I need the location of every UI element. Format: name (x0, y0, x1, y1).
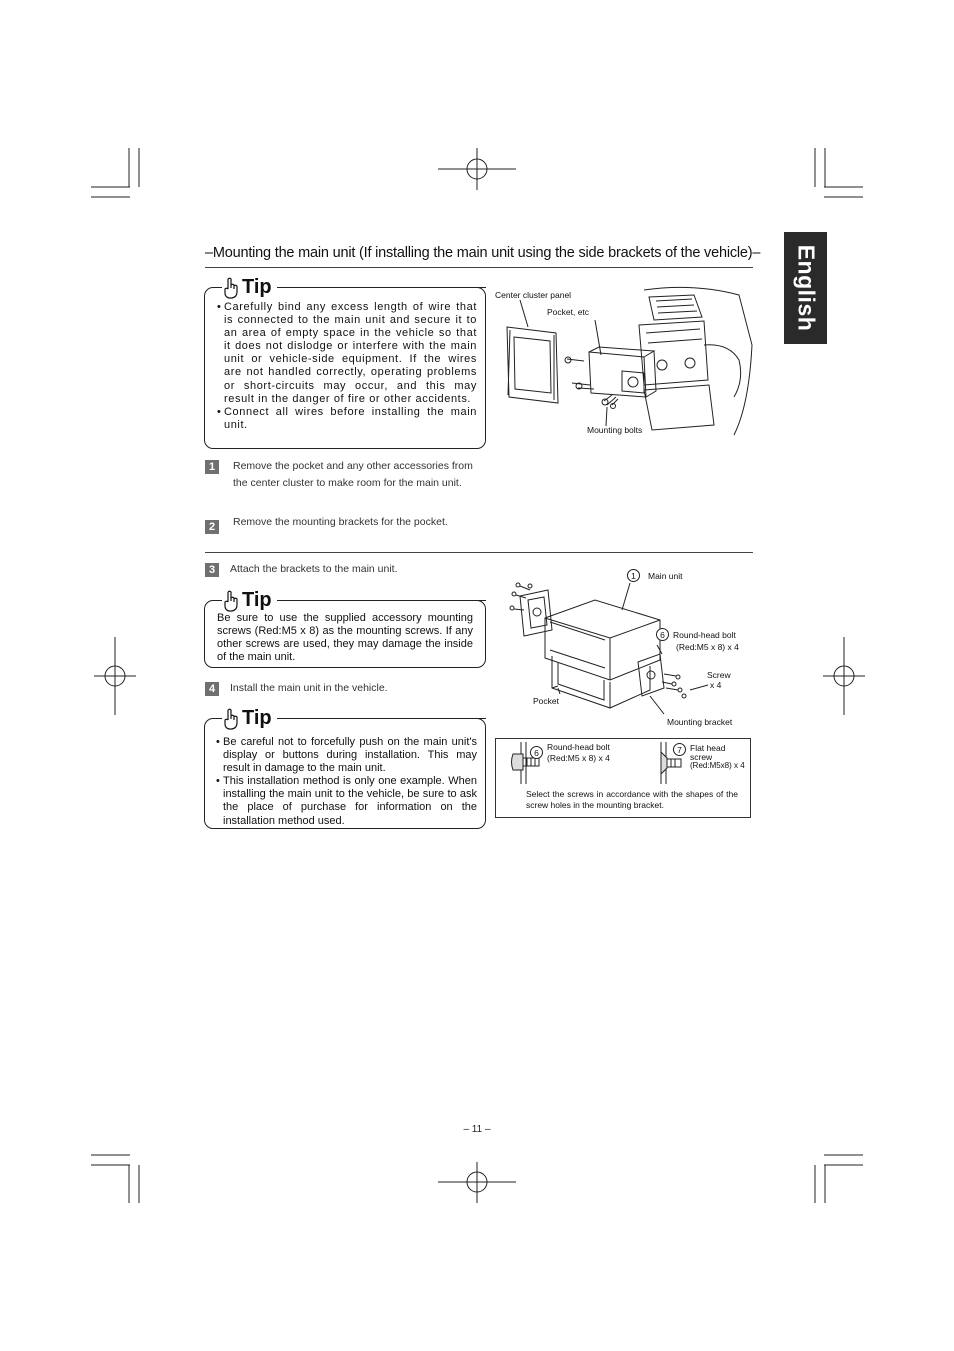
step-number: 1 (205, 460, 219, 474)
page-number: – 11 – (463, 1124, 491, 1135)
label-bolt: Round-head bolt (547, 742, 610, 752)
tip-header-line (282, 287, 486, 288)
tip-1-item-text: Carefully bind any excess length of wire that is connected to the main unit and secure it to an area of empty space in the vehicle so that it does not dislodge or interfere with the main unit or vehicle-side equipment. If the wires are not handled correctly, operating problems or short-circuits may occur, and this may result in the danger of fire or other accidents. (224, 301, 477, 405)
step-text: Attach the brackets to the main unit. (230, 563, 398, 575)
tip-1-item-text: Connect all wires before installing the main unit. (224, 405, 477, 431)
title-rule (205, 267, 753, 268)
step-text: Install the main unit in the vehicle. (230, 682, 388, 694)
label-screw: Screw (707, 670, 731, 680)
label-flat-screw: screw (690, 752, 713, 762)
tip-header-1 (222, 276, 277, 299)
language-tab-label: English (793, 244, 819, 332)
bracket-assembly-figure (500, 570, 756, 735)
pocket-box (589, 352, 646, 397)
label-mounting-bolts: Mounting bolts (587, 425, 643, 435)
label-pocket: Pocket (533, 696, 559, 706)
tip-header-line (282, 718, 486, 719)
label-main-unit: Main unit (648, 571, 683, 581)
tip-label: Tip (242, 589, 272, 611)
tip-1-body (217, 301, 477, 432)
tip-3-item: • Be careful not to forcefully push on the main unit's display or buttons during installation. This may result in damage to the main unit. (216, 736, 477, 775)
tip-3-body (216, 736, 477, 828)
callout-number: 6 (530, 746, 543, 759)
label-mounting-bracket: Mounting bracket (667, 717, 733, 727)
tip-header-2 (222, 589, 277, 612)
step-text: Remove the mounting brackets for the pocket. (233, 516, 448, 528)
tip-2-body: Be sure to use the supplied accessory mounting screws (Red:M5 x 8) as the mounting screws. If any other screws are used, they may damage the inside of the main unit. (217, 612, 473, 664)
callout-number: 7 (673, 743, 686, 756)
label-round-head-spec: (Red:M5 x 8) x 4 (676, 642, 739, 652)
callout-number: 6 (656, 628, 669, 641)
step-number: 2 (205, 520, 219, 534)
label-center-cluster-panel: Center cluster panel (495, 290, 572, 300)
label-round-head-bolt: Round-head bolt (673, 630, 736, 640)
left-bracket (520, 590, 552, 636)
step-text: Remove the pocket and any other accessories from the center cluster to make room for the main unit. (233, 460, 473, 489)
label-flat-head: Flat head (690, 743, 726, 753)
label-flat-spec: (Red:M5x8) x 4 (690, 761, 745, 770)
pointing-hand-icon (222, 590, 240, 612)
section-rule (205, 552, 753, 553)
tip-1-item: • Carefully bind any excess length of wire that is connected to the main unit and secure it to an area of empty space in the vehicle so that it does not dislodge or interfere with the main unit or vehicle-side equipment. If the wires are not handled correctly, operating problems or short-circuits may occur, and this may result in the danger of fire or other accidents. (217, 301, 477, 405)
tip-header-3 (222, 707, 277, 730)
dashboard-install-figure (494, 285, 754, 445)
round-head-bolt-icon (512, 754, 524, 770)
main-unit-body (545, 600, 660, 680)
tip-3-item-text: This installation method is only one example. When installing the main unit to the vehicle, be sure to ask the place of purchase for information on the installation method used. (223, 775, 477, 827)
step-number: 3 (205, 563, 219, 577)
tip-3-item-text: Be careful not to forcefully push on the main unit's display or buttons during installation. This may result in damage to the main unit. (223, 736, 477, 775)
pointing-hand-icon (222, 708, 240, 730)
label-pocket-etc: Pocket, etc (547, 307, 590, 317)
section-title: –Mounting the main unit (If installing the main unit using the side brackets of the vehicle)– (205, 245, 761, 261)
language-tab (784, 232, 827, 344)
label-screw-qty: x 4 (710, 680, 722, 690)
dashboard-outline (644, 287, 752, 435)
tip-label: Tip (242, 276, 272, 298)
screw-selection-note: Select the screws in accordance with the shapes of the screw holes in the mounting bracket. (526, 789, 738, 810)
tip-header-line (282, 600, 486, 601)
label-bolt-spec: (Red:M5 x 8) x 4 (547, 753, 610, 763)
tip-1-item: • Connect all wires before installing the main unit. (217, 405, 477, 431)
pointing-hand-icon (222, 277, 240, 299)
tip-3-item: • This installation method is only one example. When installing the main unit to the vehicle, be sure to ask the place of purchase for information on the installation method used. (216, 775, 477, 827)
tip-label: Tip (242, 707, 272, 729)
step-number: 4 (205, 682, 219, 696)
callout-number: 1 (627, 569, 640, 582)
